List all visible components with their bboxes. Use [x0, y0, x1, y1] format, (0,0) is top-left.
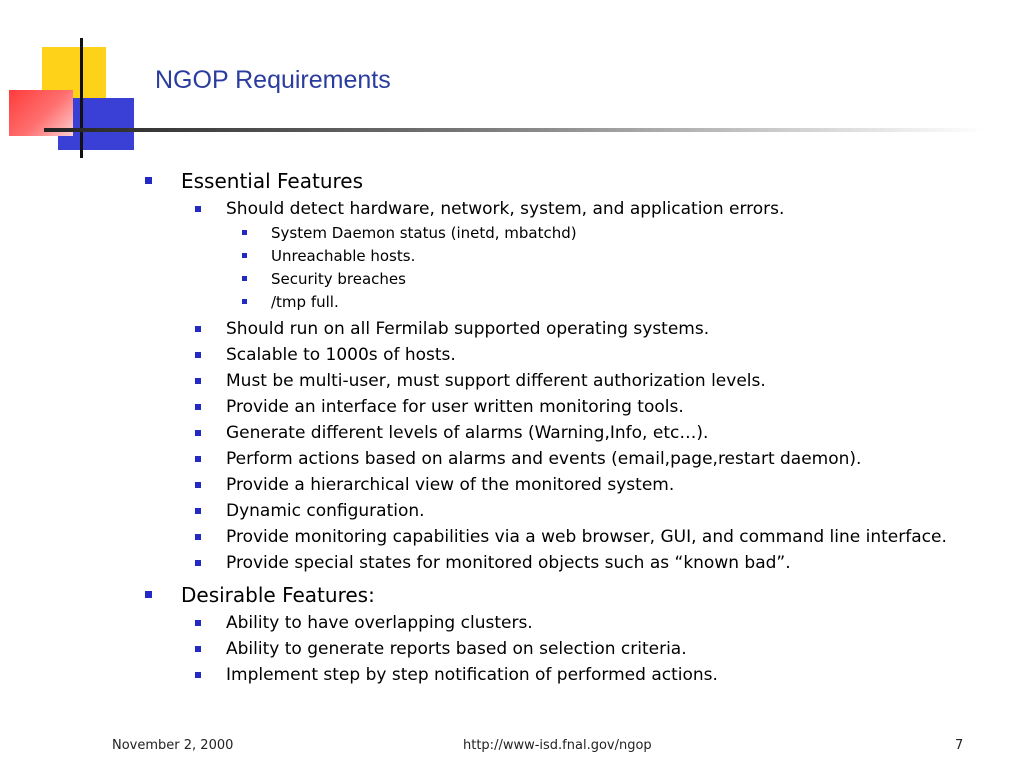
bullet-square-icon [195, 482, 201, 488]
list-item: Dynamic configuration. [145, 500, 995, 522]
list-item: Provide monitoring capabilities via a web browser, GUI, and command line interface. [145, 526, 995, 548]
section-heading-essential: Essential Features [145, 168, 995, 194]
list-item: Provide special states for monitored objects such as “known bad”. [145, 552, 995, 574]
bullet-square-icon [195, 456, 201, 462]
bullet-square-icon [195, 404, 201, 410]
list-item: Should run on all Fermilab supported operating systems. [145, 318, 995, 340]
bullet-square-icon [242, 299, 247, 304]
list-item: Provide a hierarchical view of the monitored system. [145, 474, 995, 496]
list-item: Ability to generate reports based on selection criteria. [145, 638, 995, 660]
list-item: Should detect hardware, network, system, and application errors. [145, 198, 995, 220]
slide-title: NGOP Requirements [155, 66, 391, 94]
bullet-square-icon [195, 560, 201, 566]
bullet-square-icon [145, 591, 152, 598]
list-item: Generate different levels of alarms (Warning,Info, etc…). [145, 422, 995, 444]
bullet-square-icon [195, 378, 201, 384]
title-underline [44, 128, 984, 132]
page-number: 7 [955, 738, 964, 753]
footer-url: http://www-isd.fnal.gov/ngop [463, 738, 652, 753]
bullet-square-icon [195, 672, 201, 678]
list-item: Provide an interface for user written monitoring tools. [145, 396, 995, 418]
list-item: Ability to have overlapping clusters. [145, 612, 995, 634]
list-item: Perform actions based on alarms and events (email,page,restart daemon). [145, 448, 995, 470]
bullet-square-icon [145, 177, 152, 184]
sub-list-item: Unreachable hosts. [145, 246, 995, 266]
bullet-square-icon [195, 534, 201, 540]
sub-list-item: /tmp full. [145, 292, 995, 312]
section-heading-desirable: Desirable Features: [145, 582, 995, 608]
bullet-square-icon [242, 230, 247, 235]
bullet-square-icon [195, 620, 201, 626]
list-item: Must be multi-user, must support different authorization levels. [145, 370, 995, 392]
sub-list-item: System Daemon status (inetd, mbatchd) [145, 223, 995, 243]
bullet-square-icon [195, 646, 201, 652]
bullet-square-icon [195, 206, 201, 212]
sub-list-item: Security breaches [145, 269, 995, 289]
bullet-square-icon [242, 253, 247, 258]
decorative-vertical-line [80, 38, 83, 158]
bullet-square-icon [195, 352, 201, 358]
bullet-outline [145, 166, 995, 686]
bullet-square-icon [195, 326, 201, 332]
bullet-square-icon [242, 276, 247, 281]
bullet-square-icon [195, 508, 201, 514]
footer-date: November 2, 2000 [112, 738, 234, 753]
list-item: Scalable to 1000s of hosts. [145, 344, 995, 366]
list-item: Implement step by step notification of performed actions. [145, 664, 995, 686]
bullet-square-icon [195, 430, 201, 436]
